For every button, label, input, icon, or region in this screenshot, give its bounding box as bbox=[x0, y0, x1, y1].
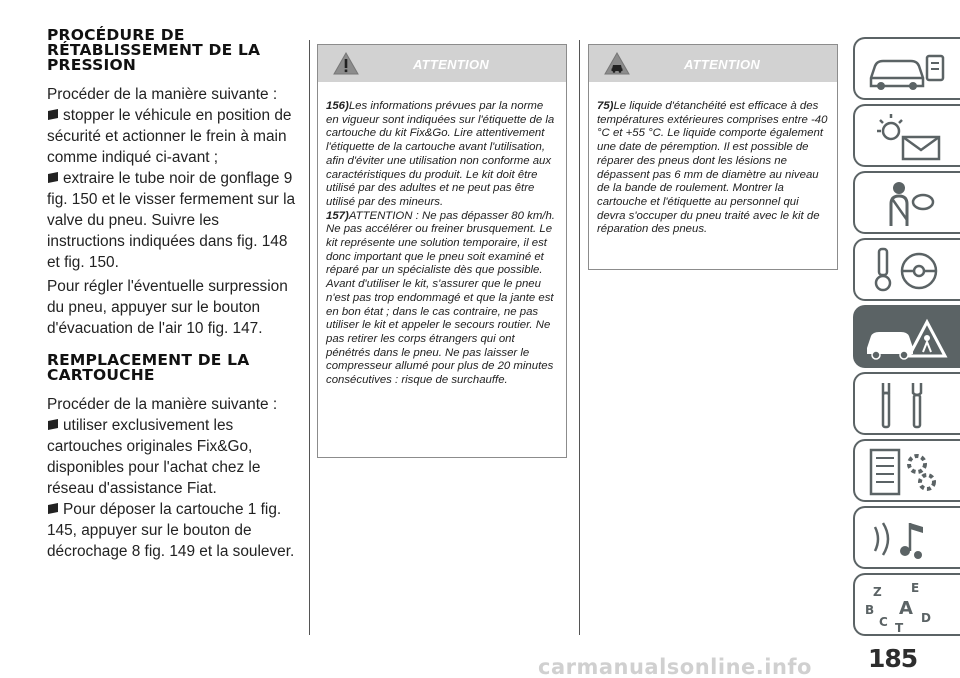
list-item: extraire le tube noir de gonflage 9 fig. 150 et le visser fermement sur la valve du pneu. Suivre les instructions indiquées dans fig. 148 et fig. 150. bbox=[47, 170, 296, 271]
lights-messages-tab[interactable] bbox=[853, 104, 960, 167]
watermark-text: carmanualsonline.info bbox=[538, 655, 812, 678]
note-text: ATTENTION : Ne pas dépasser 80 km/h. Ne pas accélérer ou freiner brusquement. Le kit représente une solution temporaire, il est donc important que le pneu soit examiné et réparé par un spécialiste dès que possible. Avant d'utiliser le kit, s'assurer que le pneu n'est pas trop endommagé et que la jante est en bon état ; dans le cas contraire, ne pas utiliser le kit et appeler le secours routier. Ne pas retirer les corps étrangers qui ont pénétrés dans le pneu. Ne pas laisser le compresseur allumé pour plus de 20 minutes consécutives : risque de surchauffe. bbox=[326, 209, 555, 387]
column-divider bbox=[579, 40, 580, 635]
svg-text:C: C bbox=[879, 615, 888, 629]
alphabet-index-icon bbox=[861, 578, 951, 634]
car-breakdown-icon bbox=[861, 310, 951, 366]
section-heading-pressure: PROCÉDURE DE RÉTABLISSEMENT DE LA PRESSION bbox=[47, 26, 261, 74]
list-item: utiliser exclusivement les cartouches originales Fix&Go, disponibles pour l'achat chez le réseau d'assistance Fiat. bbox=[47, 417, 261, 497]
warning-title: ATTENTION bbox=[412, 57, 490, 72]
driving-tab[interactable] bbox=[853, 238, 960, 301]
safety-tab[interactable] bbox=[853, 171, 960, 234]
warning-title: ATTENTION bbox=[683, 57, 761, 72]
warning-body bbox=[318, 82, 566, 396]
svg-text:Z: Z bbox=[873, 585, 882, 599]
warning-note bbox=[597, 100, 830, 237]
bullet-marker-icon bbox=[47, 106, 59, 119]
note-number: 156) bbox=[326, 100, 349, 112]
intro-text: Procéder de la manière suivante : bbox=[47, 86, 278, 103]
list-item: stopper le véhicule en position de sécurité et actionner le frein à main comme indiqué ci-avant ; bbox=[47, 107, 292, 166]
warning-header bbox=[589, 45, 837, 82]
radio-music-icon bbox=[861, 511, 951, 567]
key-steering-wheel-icon bbox=[861, 243, 951, 299]
list-item: Pour déposer la cartouche 1 fig. 145, appuyer sur le bouton de décrochage 8 fig. 149 et la soulever. bbox=[47, 501, 295, 560]
note-number: 75) bbox=[597, 100, 614, 112]
intro-text: Procéder de la manière suivante : bbox=[47, 396, 278, 413]
maintenance-tab[interactable] bbox=[853, 372, 960, 435]
warning-box-safety bbox=[317, 44, 567, 458]
technical-data-tab[interactable] bbox=[853, 439, 960, 502]
chapter-navigation bbox=[853, 0, 960, 678]
note-text: Les informations prévues par la norme en vigueur sont indiquées sur l'étiquette de la cartouche du kit Fix&Go. Lire attentivement l'étiquette de la cartouche avant l'utilisation, afin d'éviter une utilisation non conforme aux caractéristiques du produit. Le kit doit être utilisé par des adultes et ne peut pas être utilisé par des mineurs. bbox=[326, 100, 555, 208]
note-number: 157) bbox=[326, 209, 349, 222]
body-paragraph: Pour régler l'éventuelle surpression du pneu, appuyer sur le bouton d'évacuation de l'air 10 fig. 147. bbox=[47, 278, 288, 337]
wrench-screwdriver-icon bbox=[861, 377, 951, 433]
main-text-column bbox=[47, 28, 299, 562]
multimedia-tab[interactable] bbox=[853, 506, 960, 569]
section-heading-cartridge: REMPLACEMENT DE LA CARTOUCHE bbox=[47, 351, 250, 384]
index-tab[interactable] bbox=[853, 573, 960, 636]
warning-note bbox=[326, 210, 559, 388]
svg-text:A: A bbox=[899, 598, 913, 619]
list-gears-icon bbox=[861, 444, 951, 500]
svg-text:T: T bbox=[895, 621, 904, 634]
airbag-seatbelt-icon bbox=[861, 176, 951, 232]
svg-text:E: E bbox=[911, 581, 920, 595]
warning-light-envelope-icon bbox=[861, 109, 951, 165]
warning-note bbox=[326, 100, 559, 210]
bullet-marker-icon bbox=[47, 169, 59, 182]
bullet-marker-icon bbox=[47, 416, 59, 429]
warning-header bbox=[318, 45, 566, 82]
svg-text:D: D bbox=[921, 611, 931, 625]
car-dashboard-tab[interactable] bbox=[853, 37, 960, 100]
warning-box-environment bbox=[588, 44, 838, 270]
note-text: Le liquide d'étanchéité est efficace à des températures extérieures comprises entre -40 °C et +55 °C. Le liquide comporte également une date de péremption. Il est possible de réparer des pneus dont les lésions ne dépassent pas 6 mm de diamètre au niveau de la bande de roulement. Montrer la cartouche et l'étiquette au personnel qui devra s'occuper du pneu traité avec le kit de réparation des pneus. bbox=[597, 100, 828, 236]
bullet-marker-icon bbox=[47, 500, 59, 513]
emergency-tab[interactable] bbox=[853, 305, 960, 368]
warning-body bbox=[589, 82, 837, 245]
column-divider bbox=[309, 40, 310, 635]
svg-text:B: B bbox=[865, 603, 875, 617]
page-number: 185 bbox=[868, 644, 918, 673]
car-info-icon bbox=[861, 42, 951, 98]
